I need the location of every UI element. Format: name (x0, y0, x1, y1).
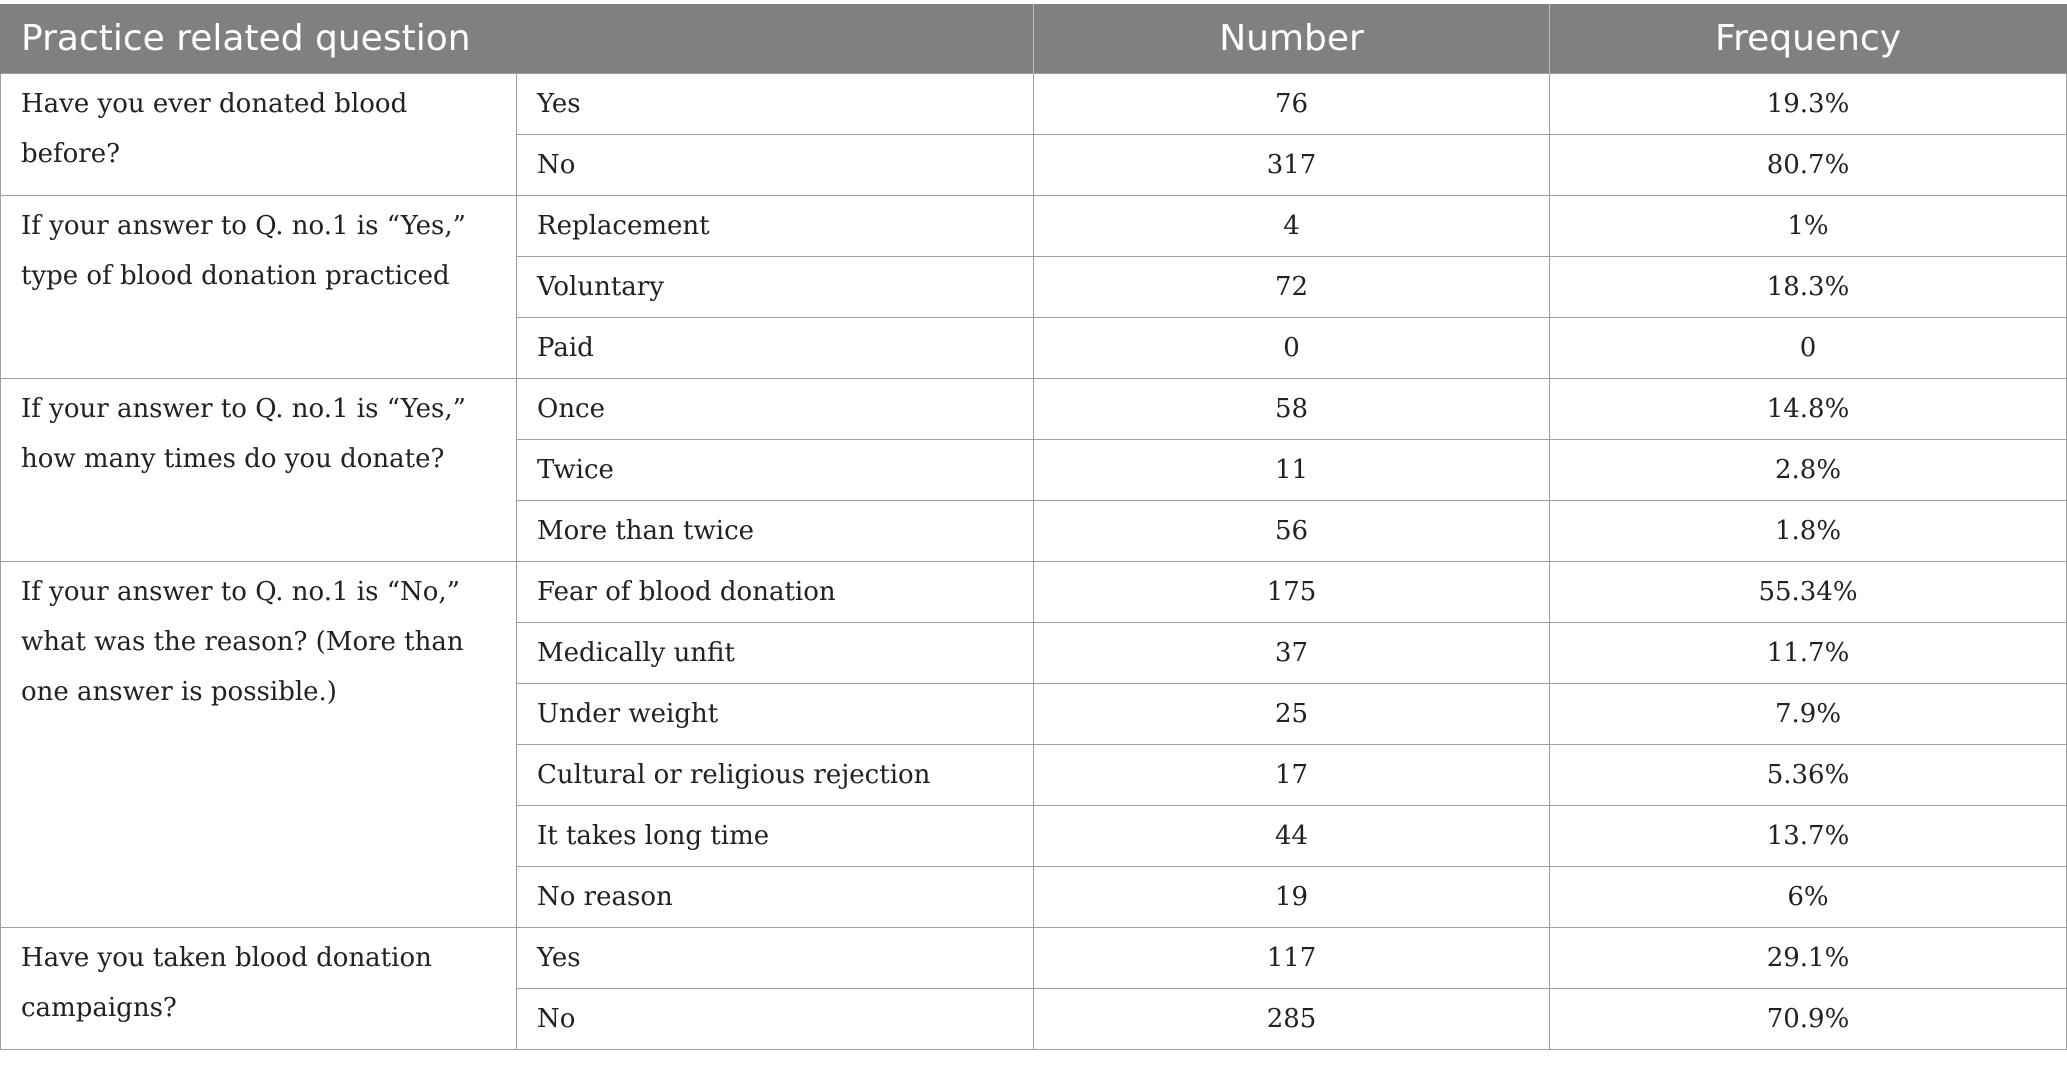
header-frequency: Frequency (1550, 4, 2067, 74)
number-cell: 56 (1034, 501, 1550, 562)
number-cell: 58 (1034, 379, 1550, 440)
question-cell: If your answer to Q. no.1 is “No,” what was the reason? (More than one answer is possible.) (1, 562, 517, 928)
frequency-cell: 1% (1550, 196, 2067, 257)
number-cell: 117 (1034, 928, 1550, 989)
option-cell: It takes long time (517, 806, 1034, 867)
option-cell: Under weight (517, 684, 1034, 745)
option-cell: Yes (517, 74, 1034, 135)
number-cell: 25 (1034, 684, 1550, 745)
number-cell: 285 (1034, 989, 1550, 1050)
question-cell: Have you taken blood donation campaigns? (1, 928, 517, 1050)
option-cell: No reason (517, 867, 1034, 928)
option-cell: Twice (517, 440, 1034, 501)
frequency-cell: 80.7% (1550, 135, 2067, 196)
frequency-cell: 6% (1550, 867, 2067, 928)
number-cell: 17 (1034, 745, 1550, 806)
number-cell: 0 (1034, 318, 1550, 379)
frequency-cell: 70.9% (1550, 989, 2067, 1050)
table-row (1, 74, 2067, 135)
practice-table (0, 4, 2067, 1050)
question-cell: If your answer to Q. no.1 is “Yes,” how many times do you donate? (1, 379, 517, 562)
frequency-cell: 55.34% (1550, 562, 2067, 623)
number-cell: 76 (1034, 74, 1550, 135)
option-cell: Cultural or religious rejection (517, 745, 1034, 806)
question-cell: If your answer to Q. no.1 is “Yes,” type of blood donation practiced (1, 196, 517, 379)
option-cell: Replacement (517, 196, 1034, 257)
option-cell: Medically unfit (517, 623, 1034, 684)
header-question: Practice related question (1, 4, 1034, 74)
option-cell: Voluntary (517, 257, 1034, 318)
number-cell: 37 (1034, 623, 1550, 684)
frequency-cell: 7.9% (1550, 684, 2067, 745)
option-cell: No (517, 989, 1034, 1050)
frequency-cell: 29.1% (1550, 928, 2067, 989)
question-cell: Have you ever donated blood before? (1, 74, 517, 196)
option-cell: Once (517, 379, 1034, 440)
frequency-cell: 11.7% (1550, 623, 2067, 684)
number-cell: 44 (1034, 806, 1550, 867)
header-number: Number (1034, 4, 1550, 74)
frequency-cell: 2.8% (1550, 440, 2067, 501)
frequency-cell: 13.7% (1550, 806, 2067, 867)
frequency-cell: 5.36% (1550, 745, 2067, 806)
frequency-cell: 18.3% (1550, 257, 2067, 318)
frequency-cell: 0 (1550, 318, 2067, 379)
number-cell: 4 (1034, 196, 1550, 257)
number-cell: 175 (1034, 562, 1550, 623)
option-cell: No (517, 135, 1034, 196)
table-row (1, 379, 2067, 440)
option-cell: Paid (517, 318, 1034, 379)
number-cell: 72 (1034, 257, 1550, 318)
option-cell: Yes (517, 928, 1034, 989)
table-row (1, 928, 2067, 989)
number-cell: 19 (1034, 867, 1550, 928)
frequency-cell: 1.8% (1550, 501, 2067, 562)
option-cell: Fear of blood donation (517, 562, 1034, 623)
practice-table-container (0, 4, 2066, 1050)
table-header-row (1, 4, 2067, 74)
table-row (1, 196, 2067, 257)
number-cell: 317 (1034, 135, 1550, 196)
number-cell: 11 (1034, 440, 1550, 501)
frequency-cell: 19.3% (1550, 74, 2067, 135)
option-cell: More than twice (517, 501, 1034, 562)
table-row (1, 562, 2067, 623)
frequency-cell: 14.8% (1550, 379, 2067, 440)
